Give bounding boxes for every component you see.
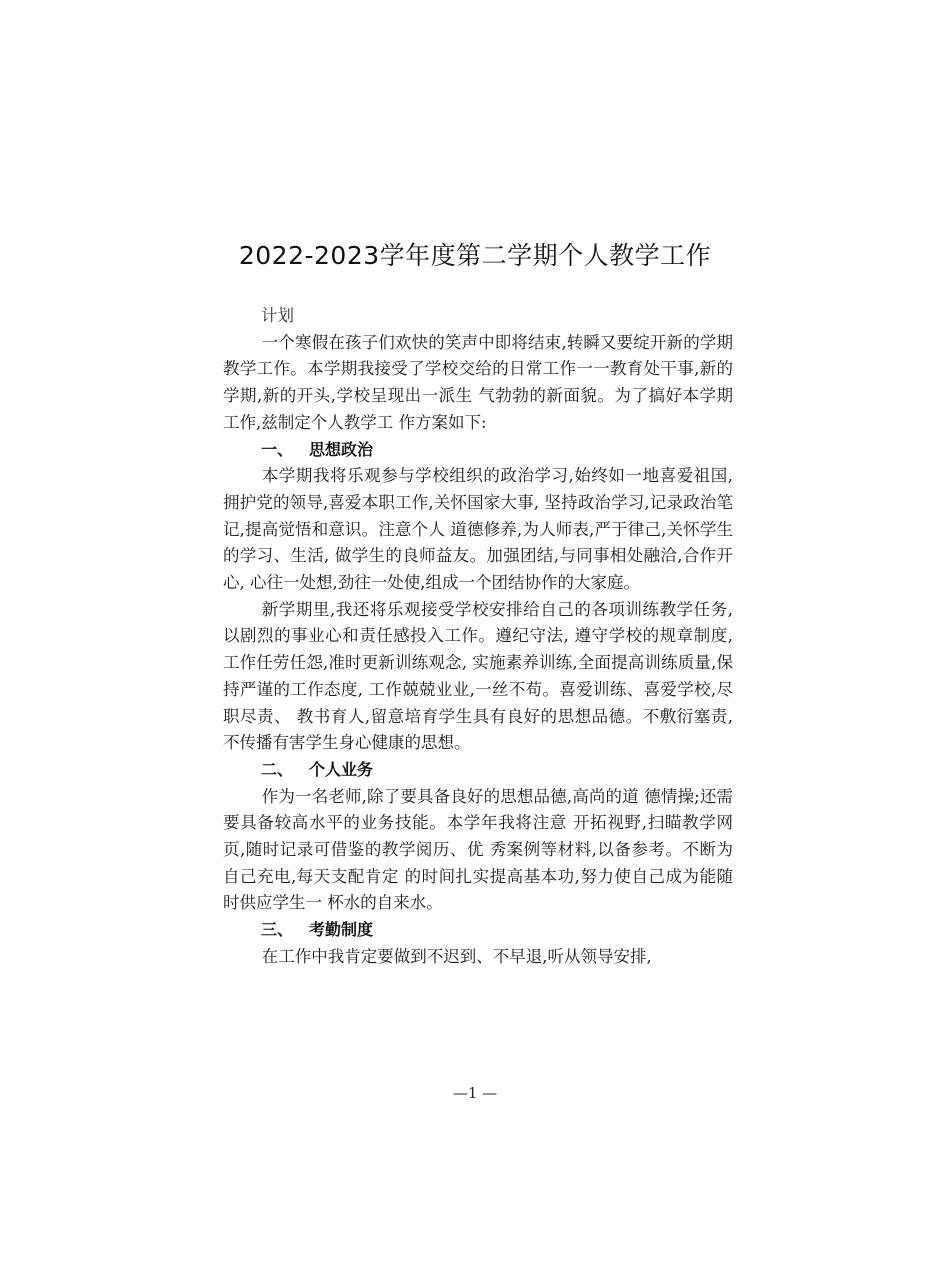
section-paragraph: 本学期我将乐观参与学校组织的政治学习,始终如一地喜爱祖国,拥护党的领导,喜爱本职工作,关怀国家大事, 坚持政治学习,记录政治笔记,提高觉悟和意识。注意个人 道德修养,为人师表,严于律己,关怀学生的学习、生活, 做学生的良师益友。加强团结,与同事相处融洽,合作开心, 心往一处想,劲往一处使,组成一个团结协作的大家庭。 bbox=[223, 466, 733, 593]
intro-paragraph: 一个寒假在孩子们欢快的笑声中即将结束,转瞬又要绽开新的学期教学工作。本学期我接受了学校交给的日常工作一一教育处干事,新的学期,新的开头,学校呈现出一派生 气勃勃的新面貌。为了搞好本学期工作,兹制定个人教学工 作方案如下: bbox=[223, 332, 733, 432]
section-number: 三、 bbox=[261, 920, 294, 940]
section-paragraph: 新学期里,我还将乐观接受学校安排给自己的各项训练教学任务,以剧烈的事业心和责任感投入工作。遵纪守法, 遵守学校的规章制度,工作任劳任怨,准时更新训练观念, 实施素养训练,全面提高训练质量,保持严谨的工作态度, 工作兢兢业业,一丝不苟。喜爱训练、喜爱学校,尽职尽责、 教书育人,留意培育学生具有良好的思想品德。不敷衍塞责, 不传播有害学生身心健康的思想。 bbox=[223, 599, 733, 753]
section-number: 二、 bbox=[261, 759, 294, 779]
section-title: 考勤制度 bbox=[309, 920, 374, 940]
section-title: 思想政治 bbox=[309, 439, 374, 459]
section-title: 个人业务 bbox=[309, 759, 374, 779]
section-attendance bbox=[223, 917, 733, 970]
document-title: 2022-2023学年度第二学期个人教学工作 bbox=[238, 241, 712, 270]
document-body bbox=[223, 303, 733, 971]
section-heading bbox=[223, 917, 733, 944]
section-number: 一、 bbox=[261, 439, 294, 459]
page-number: —1 — bbox=[452, 1084, 498, 1102]
section-heading bbox=[223, 437, 733, 464]
section-professional bbox=[223, 757, 733, 917]
section-paragraph: 作为一名老师,除了要具备良好的思想品德,高尚的道 德情操;还需要具备较高水平的业务技能。本学年我将注意 开拓视野,扫瞄教学网页,随时记录可借鉴的教学阅历、优 秀案例等材料,以备参考。不断为自己充电,每天支配肯定 的时间扎实提高基本功,努力使自己成为能随时供应学生一 杯水的自来水。 bbox=[223, 786, 733, 913]
section-paragraph: 在工作中我肯定要做到不迟到、不早退,听从领导安排, bbox=[261, 946, 652, 966]
section-heading bbox=[223, 757, 733, 784]
section-ideology bbox=[223, 437, 733, 757]
title-continuation: 计划 bbox=[261, 306, 294, 325]
